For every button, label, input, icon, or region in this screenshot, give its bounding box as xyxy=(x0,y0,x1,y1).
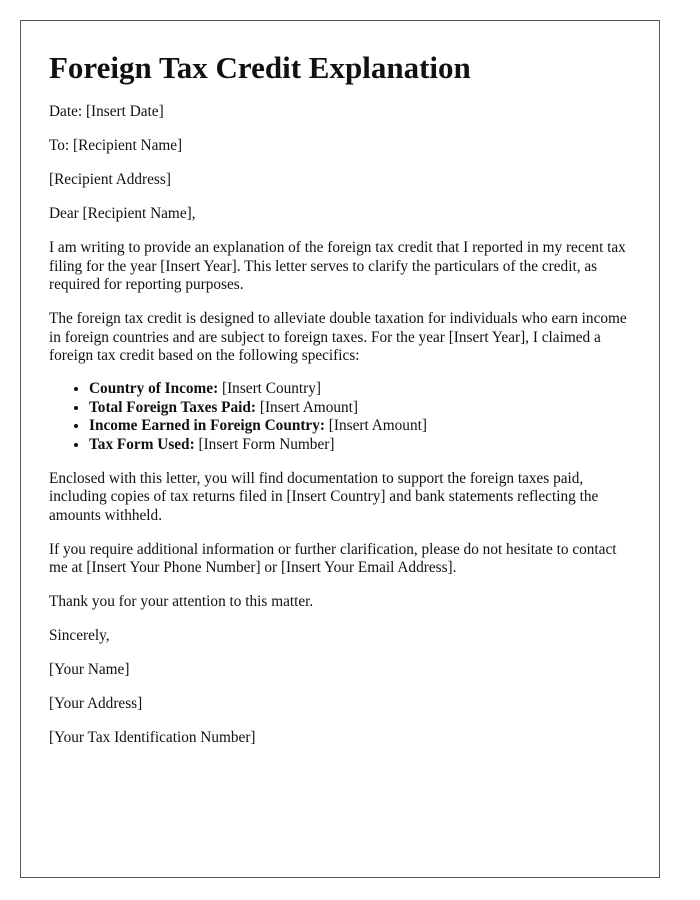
body-paragraph-enclosures: Enclosed with this letter, you will find documentation to support the foreign taxes paid, including copies of tax returns filed in [Insert Country] and bank statements reflecting the amounts withheld. xyxy=(49,469,599,524)
letter-title: Foreign Tax Credit Explanation xyxy=(49,50,471,85)
signoff: Sincerely, xyxy=(49,627,110,644)
body-paragraph-intro: I am writing to provide an explanation of the foreign tax credit that I reported in my recent tax filing for the year [Insert Year]. This letter serves to clarify the particulars of the credit, as required for reporting purposes. xyxy=(49,239,626,293)
list-item-value: [Insert Amount] xyxy=(256,398,358,416)
body-paragraph-contact: If you require additional information or further clarification, please do not hesitate to contact me at [Insert Your Phone Number] or [Insert Your Email Address]. xyxy=(49,540,617,576)
list-item-label: Tax Form Used: xyxy=(89,435,195,453)
list-item-label: Country of Income: xyxy=(89,380,219,397)
recipient-address-line: [Recipient Address] xyxy=(49,171,171,188)
signature-tax-id: [Your Tax Identification Number] xyxy=(49,729,256,746)
list-item-label: Total Foreign Taxes Paid: xyxy=(89,398,257,416)
specifics-list xyxy=(49,380,631,454)
letter-page xyxy=(20,20,660,878)
signature-address: [Your Address] xyxy=(49,695,143,712)
list-item-tax-form xyxy=(89,436,631,455)
list-item-country xyxy=(89,380,631,399)
list-item-income-earned xyxy=(89,417,631,436)
recipient-name-line: To: [Recipient Name] xyxy=(49,137,183,154)
signature-name: [Your Name] xyxy=(49,661,130,678)
salutation: Dear [Recipient Name], xyxy=(49,205,196,222)
list-item-label: Income Earned in Foreign Country: xyxy=(89,417,325,434)
list-item-value: [Insert Form Number] xyxy=(194,435,335,453)
list-item-value: [Insert Amount] xyxy=(324,417,427,434)
date-line: Date: [Insert Date] xyxy=(49,103,164,120)
list-item-value: [Insert Country] xyxy=(218,380,321,397)
body-paragraph-explanation: The foreign tax credit is designed to alleviate double taxation for individuals who earn income in foreign countries and are subject to foreign taxes. For the year [Insert Year], I claimed a foreign tax credit based on the following specifics: xyxy=(49,310,627,364)
list-item-taxes-paid xyxy=(89,399,631,418)
body-paragraph-thanks: Thank you for your attention to this matter. xyxy=(49,593,314,610)
